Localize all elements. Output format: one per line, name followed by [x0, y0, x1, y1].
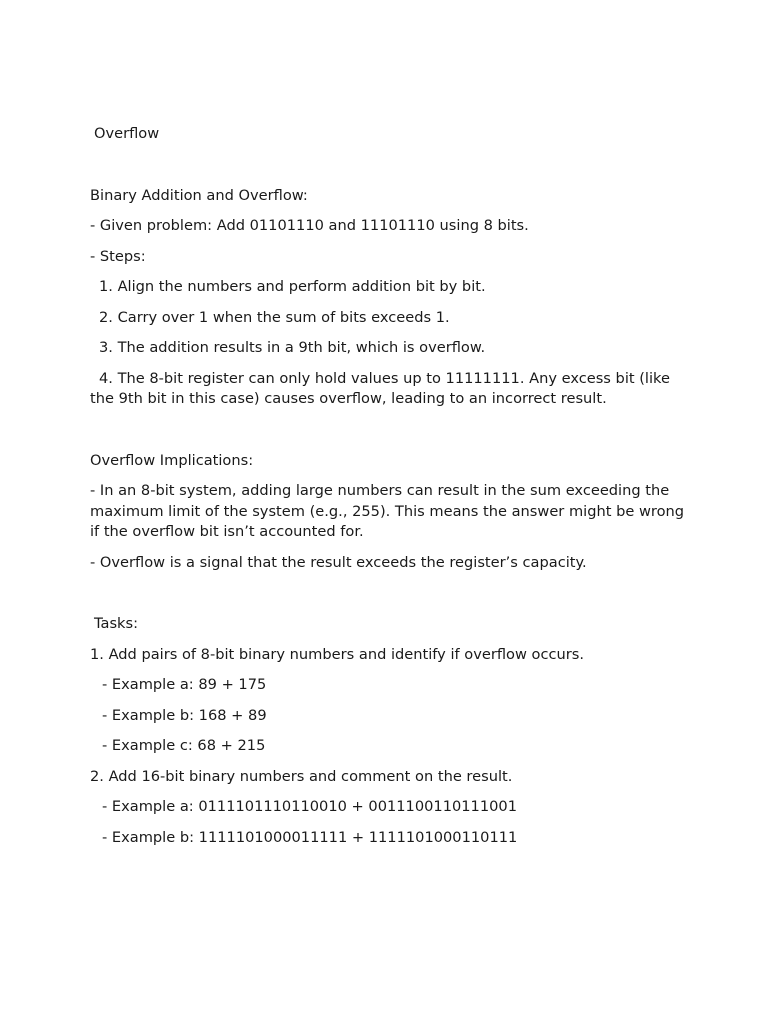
- section-heading-binary-addition: Binary Addition and Overflow:: [90, 186, 308, 204]
- step-item: 2. Carry over 1 when the sum of bits exceeds 1.: [99, 308, 450, 326]
- task-example: - Example c: 68 + 215: [102, 737, 266, 754]
- section-heading-overflow-implications: Overflow Implications:: [90, 451, 254, 469]
- spacer: [90, 583, 690, 614]
- implication-bullet: - Overflow is a signal that the result exceeds the register’s capacity.: [90, 553, 587, 571]
- task-example: - Example a: 89 + 175: [102, 676, 267, 693]
- document-page: [90, 124, 690, 858]
- doc-title: Overflow: [94, 125, 160, 142]
- task-item: 1. Add pairs of 8-bit binary numbers and identify if overflow occurs.: [90, 645, 584, 663]
- step-item: 1. Align the numbers and perform addition bit by bit.: [99, 278, 486, 295]
- spacer: [90, 420, 690, 451]
- steps-label: - Steps:: [90, 247, 146, 265]
- step-item: 3. The addition results in a 9th bit, which is overflow.: [99, 339, 486, 356]
- spacer: [90, 155, 690, 186]
- given-problem: - Given problem: Add 01101110 and 11101110 using 8 bits.: [90, 217, 529, 234]
- step-item: [90, 369, 690, 410]
- section-heading-tasks: Tasks:: [94, 615, 139, 632]
- task-example: - Example b: 1111101000011111 + 1111101000110111: [102, 828, 518, 846]
- task-example: - Example b: 168 + 89: [102, 706, 267, 724]
- task-example: - Example a: 0111101110110010 + 0011100110111001: [102, 798, 517, 815]
- implication-bullet: - In an 8-bit system, adding large numbers can result in the sum exceeding the maximum limit of the system (e.g., 255). This means the answer might be wrong if the overflow bit isn’t accounted for.: [90, 482, 689, 540]
- task-item: 2. Add 16-bit binary numbers and comment on the result.: [90, 767, 513, 785]
- step-item-text: 4. The 8-bit register can only hold values up to 11111111. Any excess bit (like the 9th bit in this case) causes overflow, leading to an incorrect result.: [90, 369, 675, 407]
